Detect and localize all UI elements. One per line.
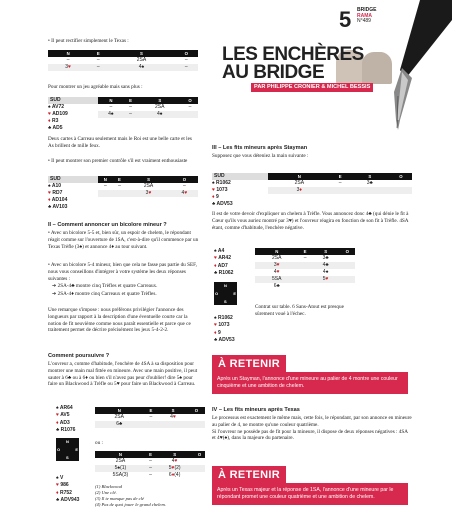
section-title: LES ENCHÈRES AU BRIDGE bbox=[222, 44, 364, 84]
paragraph: • Avec un bicolore 5-5 et, bien sûr, un espoir de chelem, le répondant réagit comme sur l'ouverture de 1SA, c'est-à-dire qu'il commence par un Texas Trèfle (3♠) et annonce 4♦ au tour suivant. bbox=[48, 230, 199, 250]
convention-line: ➔ 2SA-4♣ montre cinq Trèfles et quatre Carreaux. bbox=[52, 283, 158, 289]
paragraph: Le processus est exactement le même mais, cette fois, le répondant, par son annonce en mineure au palier de 4, ne montre qu'une couleur quatrième. Si l'ouvreur ne possède pas de fit pour la mineure, il dispose de deux réponses négatives : 4SA et 4♥(♠), dans la majeure du partenaire. bbox=[212, 415, 412, 442]
byline: PAR PHILIPPE CRONIER & MICHEL BESSIS bbox=[251, 83, 373, 92]
hand-south-2: ♠ R1062 ♥ 1073 ♦ 9 ♣ ADV53 bbox=[214, 315, 235, 343]
hand-sud-1: SUD ♠ AV72 ♥ AD109 ♦ R3 ♣ AD5 bbox=[48, 97, 198, 133]
paragraph: • Avec un bicolore 5-4 mineur, bien que cela ne fasse pas partie du SEF, nous vous conseillons d'intégrer à votre système les deux réponses suivantes : bbox=[48, 262, 197, 282]
paragraph: Il est de votre devoir d'expliquer un chelem à Trèfle. Vous annoncez donc 4♣ (qui dénie le fit à Cœur qu'ils vous auriez montré par 3♥) et l'ouvreur réagira en fonction de son fit à Trèfle. 4SA étant, comme d'habitude, l'enchère négative. bbox=[212, 211, 409, 231]
bidding-table-7: N E S O 2SA – 3♣ 3♥ 4♣ 4♥ 4♠ 5SA 5♥ 6♣ bbox=[255, 248, 355, 290]
compass-box: N O E S bbox=[57, 439, 78, 460]
paragraph: Contrat sur table. 6 Sans-Atout est presque sûrement voué à l'échec. bbox=[255, 304, 344, 317]
paragraph: L'ouvreur a, comme d'habitude, l'enchère de 4SA à sa disposition pour montrer une main mal fittée en mineure. Avec une main positive, il peut sauter à 6♣ ou à 6♦ ou bien s'il n'avez pas peur d'oublier! dire 5♠ pour faire un Blackwood à Trèfle ou 5♥ pour faire un Blackwood à Carreau. bbox=[48, 361, 198, 388]
paragraph: Supposez que vous déteniez la main suivante : bbox=[212, 153, 309, 159]
page-number: 5 bbox=[339, 7, 352, 32]
retenir-box-2: Après un Texas majeur et la réponse de 1SA, l'annonce d'une mineure par le répondant promet une couleur quatrième et une ambition de chelem. bbox=[212, 483, 408, 505]
subheading: Comment poursuivre ? bbox=[48, 353, 110, 359]
hand-south: ♠ V ♥ 986 ♦ R752 ♣ ADV943 bbox=[56, 475, 80, 503]
hand-north: ♠ AR64 ♥ AV5 ♦ AD3 ♣ R1076 bbox=[56, 405, 76, 433]
paragraph: Une remarque s'impose : nous préférons privilégier l'annonce des longueurs par rapport à la description d'une éventuelle courte car la notion de fit neuvième comme nous paraît essentielle et parce que ce traitement permet de décrire précisément les jeux 5-4-2-2. bbox=[48, 307, 191, 334]
paragraph: Pour montrer un jeu agréable mais sans plus : bbox=[48, 84, 143, 90]
footnotes: (1) Blackwood (2) Une clé. (3) Il te manque pas de clé (4) Pas de quoi jouer le grand chelem. bbox=[95, 484, 166, 507]
paragraph: Deux cartes à Carreau seulement mais le Roi est une belle carte et les As brillent de mille feux. bbox=[48, 136, 192, 149]
retenir-box-1: Après un Stayman, l'annonce d'une mineure au palier de 4 montre une couleur cinquième et une ambition de chelem. bbox=[212, 372, 408, 394]
bidding-table-5: N E S O 2SA – 4♥ 5♠(1) – 5♥(2) 5SA(3) – 6♦(4) bbox=[95, 451, 205, 479]
convention-line: ➔ 2SA-4♦ montre cinq Carreaux et quatre Trèfles. bbox=[52, 291, 157, 297]
intro-text: • Il peut rectifier simplement le Texas : bbox=[48, 38, 129, 44]
section-heading-4: IV – Les fits mineurs après Texas bbox=[212, 407, 300, 413]
bidding-table-4: N E S O 2SA – 4♥ 6♣ bbox=[95, 407, 205, 428]
bidding-table-3: N E S O – – 2SA – 3♥ 4♥ bbox=[98, 176, 198, 197]
section-heading-2: II – Comment annoncer un bicolore mineur ? bbox=[48, 222, 167, 228]
hand-north-2: ♠ A4 ♥ AR42 ♦ AD7 ♣ R1062 bbox=[214, 248, 234, 276]
paragraph: • Il peut montrer son premier contrôle s'il est vraiment enthousiaste bbox=[48, 158, 188, 164]
hand-sud-2: SUD ♠ A10 ♥ RD7 ♦ AD104 ♣ AV103 bbox=[48, 176, 198, 212]
bidding-table-6: N E S O 2SA – 3♣ 3♦ bbox=[268, 173, 412, 194]
section-heading-3: III – Les fits mineurs après Stayman bbox=[212, 145, 308, 151]
compass-box: N O E S bbox=[215, 283, 236, 304]
bidding-table-2: N E S O – – 2SA – 4♠ – 4♠ bbox=[98, 97, 198, 118]
text-ou: ou : bbox=[95, 440, 103, 446]
retenir-badge-1: À RETENIR bbox=[212, 355, 286, 373]
bridgerama-logo: BRIDGE RAMA N°489 bbox=[357, 7, 377, 24]
retenir-badge-2: À RETENIR bbox=[212, 466, 286, 484]
hand-sud-3: SUD ♠ R1062 ♥ 1073 ♦ 9 ♣ ADV53 bbox=[212, 173, 412, 209]
bidding-table-1: N E S O – – 2SA – 3♥ – 4♠ – bbox=[48, 50, 198, 71]
author-photo-bessis bbox=[362, 52, 392, 84]
